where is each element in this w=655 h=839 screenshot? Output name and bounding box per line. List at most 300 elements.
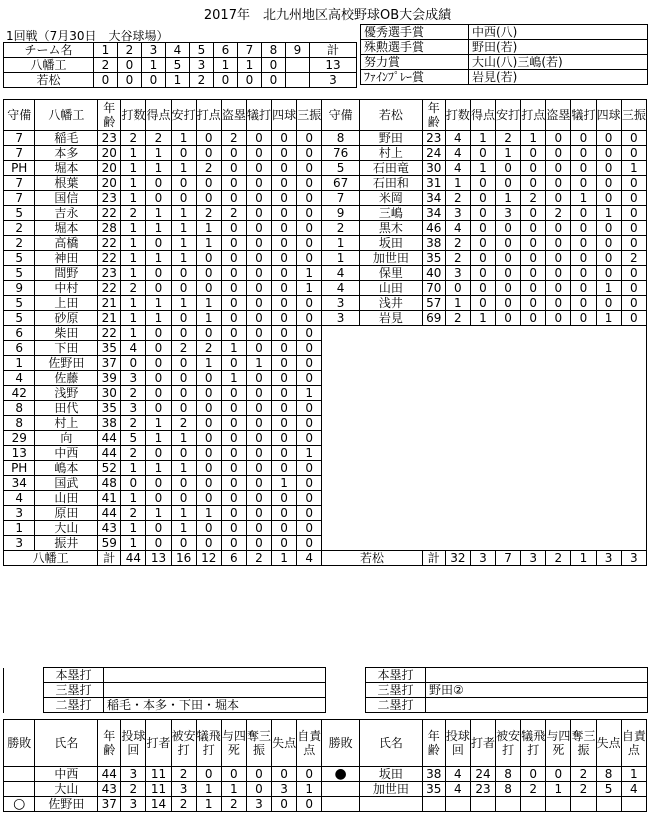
empty-cell	[496, 356, 521, 371]
empty-cell	[621, 476, 646, 491]
pitch-stat-header: 犠飛打	[196, 720, 221, 767]
batting-row	[4, 191, 647, 206]
total-value: 3	[596, 551, 621, 566]
empty-cell	[521, 506, 546, 521]
empty-cell	[521, 446, 546, 461]
pitcher-name: 佐野田	[35, 797, 98, 812]
stat-value: 0	[521, 176, 546, 191]
hit-players	[104, 683, 326, 698]
player-name: 吉永	[35, 206, 98, 221]
pitching-header	[4, 720, 647, 767]
stat-header: 打数	[121, 100, 146, 131]
player-name: 稲毛	[35, 131, 98, 146]
batting-row	[4, 386, 647, 401]
spacer	[326, 668, 366, 683]
empty-cell	[621, 797, 646, 812]
player-name: 野田	[359, 131, 422, 146]
empty-cell	[445, 461, 470, 476]
position: 3	[322, 311, 360, 326]
stat-value: 48	[98, 476, 121, 491]
stat-value: 2	[121, 206, 146, 221]
linescore-header-cell: 8	[262, 43, 286, 58]
stat-value: 0	[171, 311, 196, 326]
empty-cell	[521, 386, 546, 401]
empty-cell	[445, 491, 470, 506]
stat-value: 23	[422, 131, 445, 146]
stat-value: 0	[246, 491, 271, 506]
stat-value: 0	[246, 446, 271, 461]
stat-value: 0	[272, 191, 297, 206]
stat-value: 44	[98, 431, 121, 446]
stat-value: 0	[246, 311, 271, 326]
position: 8	[4, 401, 35, 416]
stat-value: 0	[546, 251, 571, 266]
stat-value: 41	[98, 491, 121, 506]
batting-row	[4, 176, 647, 191]
batting-row	[4, 251, 647, 266]
empty-cell	[422, 506, 445, 521]
player-name: 中西	[35, 446, 98, 461]
stat-value: 0	[246, 401, 271, 416]
award-value: 野田(若)	[469, 40, 648, 55]
empty-cell	[322, 521, 360, 536]
pitch-stat-value: 1	[621, 767, 646, 782]
empty-cell	[521, 461, 546, 476]
linescore-header-cell: 7	[238, 43, 262, 58]
empty-cell	[571, 416, 596, 431]
empty-cell	[571, 401, 596, 416]
empty-cell	[359, 386, 422, 401]
result-mark: ○	[4, 797, 35, 812]
stat-value: 21	[98, 296, 121, 311]
empty-cell	[445, 476, 470, 491]
stat-value: 0	[596, 131, 621, 146]
position: 5	[4, 206, 35, 221]
stat-value: 0	[521, 311, 546, 326]
batting-row	[4, 341, 647, 356]
player-name: 本多	[35, 146, 98, 161]
stat-value: 0	[521, 221, 546, 236]
age-header: 年齢	[98, 100, 121, 131]
empty-cell	[470, 371, 495, 386]
empty-cell	[496, 416, 521, 431]
empty-cell	[596, 461, 621, 476]
stat-value: 0	[521, 236, 546, 251]
stat-value: 0	[571, 266, 596, 281]
stat-value: 0	[196, 401, 221, 416]
inning-score: 0	[214, 73, 238, 88]
pitcher-name: 大山	[35, 782, 98, 797]
batting-row	[4, 221, 647, 236]
stat-value: 0	[621, 176, 646, 191]
inning-score: 1	[238, 58, 262, 73]
batting-totals	[4, 551, 647, 566]
stat-value: 21	[98, 311, 121, 326]
pitch-stat-value: 24	[470, 767, 495, 782]
linescore-row	[4, 73, 357, 88]
stat-value: 0	[546, 296, 571, 311]
stat-header: 三振	[621, 100, 646, 131]
stat-value: 0	[496, 236, 521, 251]
stat-value: 1	[221, 341, 246, 356]
result-mark	[322, 782, 360, 797]
stat-value: 3	[496, 206, 521, 221]
player-name: 村上	[35, 416, 98, 431]
empty-cell	[422, 326, 445, 341]
empty-cell	[621, 506, 646, 521]
stat-value: 1	[121, 296, 146, 311]
stat-value: 22	[98, 326, 121, 341]
stat-value: 0	[272, 176, 297, 191]
empty-cell	[445, 371, 470, 386]
stat-value: 0	[621, 131, 646, 146]
empty-cell	[422, 461, 445, 476]
pitch-stat-value: 2	[521, 782, 546, 797]
stat-value: 1	[146, 146, 171, 161]
stat-value: 0	[146, 191, 171, 206]
stat-value: 0	[470, 236, 495, 251]
player-name: 浅野	[35, 386, 98, 401]
pitch-stat-value: 0	[521, 767, 546, 782]
inning-score: 1	[214, 58, 238, 73]
stat-value: 0	[272, 221, 297, 236]
hit-players: 野田②	[426, 683, 648, 698]
total-value: 44	[121, 551, 146, 566]
stat-value: 1	[121, 161, 146, 176]
position: 34	[4, 476, 35, 491]
total-value: 3	[470, 551, 495, 566]
stat-value: 1	[496, 146, 521, 161]
stat-value: 0	[297, 161, 322, 176]
hit-type-label: 三塁打	[44, 683, 104, 698]
stat-value: 1	[146, 161, 171, 176]
stat-value: 0	[272, 431, 297, 446]
empty-cell	[596, 536, 621, 551]
empty-cell	[470, 431, 495, 446]
stat-value: 1	[171, 221, 196, 236]
inning-score: 0	[142, 73, 166, 88]
stat-value: 1	[196, 356, 221, 371]
pitch-stat-value: 3	[171, 782, 196, 797]
position: 13	[4, 446, 35, 461]
stat-value: 2	[196, 161, 221, 176]
batting-row	[4, 356, 647, 371]
batting-row	[4, 146, 647, 161]
award-label: 優秀選手賞	[361, 25, 469, 40]
stat-value: 0	[221, 326, 246, 341]
stat-value: 2	[196, 206, 221, 221]
position: 5	[4, 266, 35, 281]
total-value: 3	[621, 551, 646, 566]
inning-score: 5	[166, 58, 190, 73]
position: 3	[322, 296, 360, 311]
hit-players: 稲毛・本多・下田・堀本	[104, 698, 326, 713]
stat-value: 0	[496, 311, 521, 326]
stat-value: 0	[571, 161, 596, 176]
stat-value: 2	[171, 341, 196, 356]
pitch-stat-value: 3	[121, 797, 146, 812]
stat-value: 0	[146, 476, 171, 491]
stat-value: 2	[445, 251, 470, 266]
pitcher-name: 坂田	[359, 767, 422, 782]
hit-type-label: 本塁打	[44, 668, 104, 683]
stat-value: 0	[146, 386, 171, 401]
empty-cell	[322, 461, 360, 476]
empty-cell	[422, 341, 445, 356]
result-mark	[4, 782, 35, 797]
stat-value: 1	[297, 266, 322, 281]
stat-value: 2	[121, 506, 146, 521]
stat-header: 犠打	[571, 100, 596, 131]
stat-value: 0	[272, 461, 297, 476]
stat-header: 四球	[596, 100, 621, 131]
stat-value: 0	[171, 191, 196, 206]
stat-value: 0	[297, 476, 322, 491]
hit-players	[104, 668, 326, 683]
stat-value: 1	[121, 221, 146, 236]
pitch-stat-value: 35	[422, 782, 445, 797]
pitching-row	[4, 767, 647, 782]
position: 7	[4, 146, 35, 161]
stat-value: 1	[121, 311, 146, 326]
stat-value: 0	[246, 431, 271, 446]
stat-value: 0	[546, 161, 571, 176]
stat-value: 0	[571, 296, 596, 311]
stat-value: 0	[171, 491, 196, 506]
stat-value: 0	[246, 461, 271, 476]
stat-value: 0	[546, 191, 571, 206]
stat-value: 0	[196, 191, 221, 206]
hit-players	[426, 698, 648, 713]
batting-row	[4, 416, 647, 431]
stat-value: 39	[98, 371, 121, 386]
stat-value: 0	[146, 446, 171, 461]
empty-cell	[621, 521, 646, 536]
empty-cell	[571, 326, 596, 341]
empty-cell	[322, 401, 360, 416]
inning-score: 0	[262, 73, 286, 88]
stat-value: 0	[221, 536, 246, 551]
pitch-stat-value: 0	[546, 767, 571, 782]
empty-cell	[546, 797, 571, 812]
batting-row	[4, 521, 647, 536]
stat-value: 1	[445, 296, 470, 311]
total-value: 12	[196, 551, 221, 566]
empty-cell	[596, 401, 621, 416]
empty-cell	[422, 416, 445, 431]
stat-value: 0	[171, 326, 196, 341]
stat-value: 0	[297, 491, 322, 506]
stat-value: 0	[196, 131, 221, 146]
award-label: 努力賞	[361, 55, 469, 70]
stat-value: 0	[521, 266, 546, 281]
empty-cell	[521, 401, 546, 416]
stat-value: 22	[98, 236, 121, 251]
stat-value: 0	[297, 431, 322, 446]
empty-cell	[621, 371, 646, 386]
stat-value: 0	[146, 401, 171, 416]
player-name: 岩見	[359, 311, 422, 326]
stat-value: 0	[272, 161, 297, 176]
awards-table	[360, 24, 648, 85]
stat-value: 2	[146, 131, 171, 146]
stat-value: 0	[246, 386, 271, 401]
stat-value: 0	[221, 356, 246, 371]
stat-header: 盗塁	[546, 100, 571, 131]
empty-cell	[596, 326, 621, 341]
stat-value: 0	[445, 281, 470, 296]
empty-cell	[496, 386, 521, 401]
stat-value: 0	[297, 371, 322, 386]
stat-value: 0	[171, 476, 196, 491]
stat-value: 0	[272, 296, 297, 311]
stat-value: 30	[422, 161, 445, 176]
stat-value: 1	[470, 161, 495, 176]
extra-hits-row	[4, 698, 648, 713]
pitch-stat-header: 打者	[146, 720, 171, 767]
empty-cell	[546, 401, 571, 416]
empty-cell	[621, 491, 646, 506]
stat-value: 0	[596, 191, 621, 206]
stat-value: 1	[171, 251, 196, 266]
empty-cell	[359, 797, 422, 812]
empty-cell	[546, 371, 571, 386]
empty-cell	[546, 521, 571, 536]
stat-value: 0	[196, 416, 221, 431]
pitch-stat-header: 自責点	[621, 720, 646, 767]
stat-value: 46	[422, 221, 445, 236]
position: PH	[4, 461, 35, 476]
empty-cell	[445, 431, 470, 446]
total-value: 16	[171, 551, 196, 566]
pitch-stat-value: 4	[621, 782, 646, 797]
stat-value: 0	[196, 281, 221, 296]
empty-cell	[322, 536, 360, 551]
stat-value: 0	[496, 251, 521, 266]
pitch-stat-value: 2	[121, 782, 146, 797]
player-name: 砂原	[35, 311, 98, 326]
stat-value: 0	[221, 146, 246, 161]
empty-cell	[521, 326, 546, 341]
pitch-stat-value: 38	[422, 767, 445, 782]
stat-value: 0	[496, 161, 521, 176]
pitch-stat-value: 23	[470, 782, 495, 797]
stat-value: 0	[571, 131, 596, 146]
stat-value: 23	[98, 191, 121, 206]
stat-value: 0	[196, 176, 221, 191]
empty-cell	[571, 371, 596, 386]
team-header: 八幡工	[35, 100, 98, 131]
player-name: 国武	[35, 476, 98, 491]
stat-value: 0	[272, 251, 297, 266]
pitch-stat-header: 与四死	[546, 720, 571, 767]
pitch-stat-value: 1	[196, 782, 221, 797]
stat-value: 1	[121, 521, 146, 536]
stat-header: 盗塁	[221, 100, 246, 131]
stat-header: 打点	[196, 100, 221, 131]
stat-header: 安打	[496, 100, 521, 131]
empty-cell	[496, 491, 521, 506]
stat-value: 0	[272, 356, 297, 371]
pitch-stat-value: 2	[221, 797, 246, 812]
stat-value: 1	[171, 506, 196, 521]
stat-value: 1	[521, 131, 546, 146]
player-name: 堀本	[35, 221, 98, 236]
player-name: 田代	[35, 401, 98, 416]
empty-cell	[496, 341, 521, 356]
pitch-stat-header: 失点	[596, 720, 621, 767]
position: 2	[4, 236, 35, 251]
position: 6	[4, 341, 35, 356]
stat-value: 0	[272, 341, 297, 356]
stat-value: 1	[297, 281, 322, 296]
stat-value: 1	[121, 146, 146, 161]
pitching-row	[4, 782, 647, 797]
stat-value: 1	[196, 236, 221, 251]
stat-value: 1	[196, 311, 221, 326]
stat-value: 0	[297, 401, 322, 416]
stat-value: 0	[221, 281, 246, 296]
page-title: 2017年 北九州地区高校野球OB大会成績	[203, 8, 452, 23]
empty-cell	[422, 797, 445, 812]
result-mark	[4, 767, 35, 782]
stat-value: 0	[546, 131, 571, 146]
player-name: 堀本	[35, 161, 98, 176]
empty-cell	[521, 341, 546, 356]
result-header: 勝敗	[4, 720, 35, 767]
stat-value: 0	[546, 176, 571, 191]
pitch-stat-value: 2	[571, 782, 596, 797]
stat-value: 0	[246, 416, 271, 431]
empty-cell	[422, 356, 445, 371]
inning-score	[286, 58, 310, 73]
stat-value: 57	[422, 296, 445, 311]
stat-value: 1	[596, 281, 621, 296]
empty-cell	[571, 536, 596, 551]
position: 3	[4, 536, 35, 551]
stat-value: 1	[297, 386, 322, 401]
stat-value: 22	[98, 206, 121, 221]
stat-value: 1	[621, 161, 646, 176]
stat-value: 0	[146, 356, 171, 371]
linescore-header-cell: 5	[190, 43, 214, 58]
stat-header: 犠打	[246, 100, 271, 131]
stat-value: 1	[196, 296, 221, 311]
batting-row	[4, 446, 647, 461]
empty-cell	[596, 446, 621, 461]
position: 4	[322, 266, 360, 281]
stat-value: 5	[121, 431, 146, 446]
stat-value: 1	[171, 206, 196, 221]
stat-value: 0	[546, 266, 571, 281]
empty-cell	[596, 386, 621, 401]
total-value: 2	[546, 551, 571, 566]
empty-cell	[445, 386, 470, 401]
stat-value: 0	[521, 281, 546, 296]
pitch-stat-value: 1	[221, 782, 246, 797]
stat-value: 35	[98, 401, 121, 416]
empty-cell	[496, 797, 521, 812]
player-name: 黒木	[359, 221, 422, 236]
stat-value: 30	[98, 386, 121, 401]
stat-value: 0	[571, 206, 596, 221]
empty-cell	[470, 446, 495, 461]
inning-score: 1	[166, 73, 190, 88]
pitch-stat-header: 奪三振	[246, 720, 271, 767]
inning-score: 3	[190, 58, 214, 73]
batting-row	[4, 401, 647, 416]
stat-value: 0	[521, 161, 546, 176]
